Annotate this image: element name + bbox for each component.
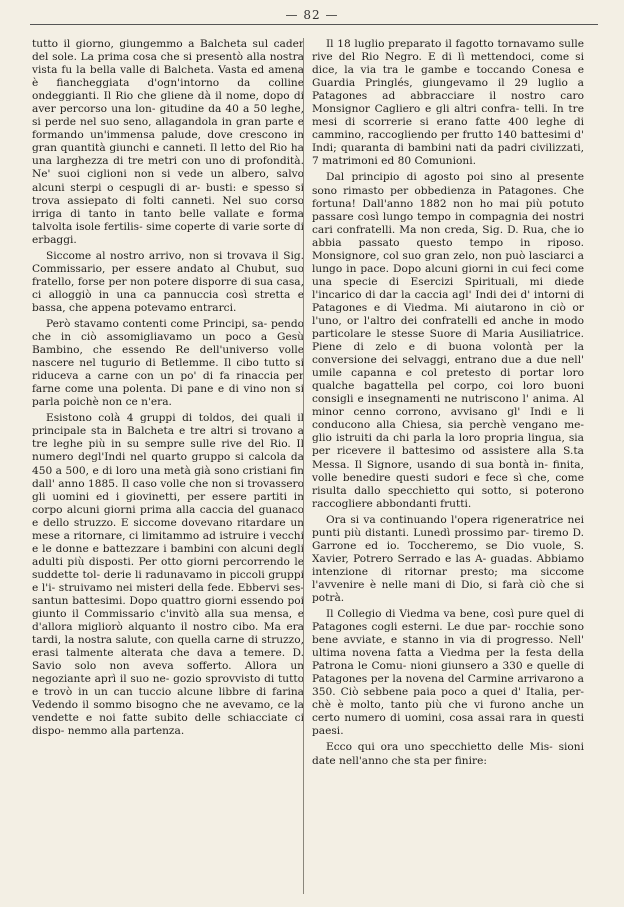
paragraph: Però stavamo contenti come Principi, sa- pendo che in ciò assomigliavamo un poco a Gesù Bambino, che essendo Re dell'universo volle nascere nel tugurio di Betlemme. Il cibo tutto si riduceva a carne con un po' di fa rinaccia per farne come una polenta. Di pane e di vino non si parla poichè non ce n'era. <box>32 317 304 409</box>
paragraph: Il 18 luglio preparato il fagotto tornavamo sulle rive del Rio Negro. E di lì mettendoci, come si dice, la via tra le gambe e toccando Conesa e Guardia Pringlés, giungevamo il 29 luglio a Patagones ad abbracciare il nostro caro Monsignor Cagliero e gli altri confra- telli. In tre mesi di scorrerie si erano fatte 400 leghe di cammino, raccogliendo per frutto 140 battesimi d' Indi; quaranta di bambini nati da padri civilizzati, 7 matrimoni ed 80 Comunioni. <box>312 38 584 168</box>
paragraph: Esistono colà 4 gruppi di toldos, dei quali il principale sta in Balcheta e tre altri si trovano a tre leghe più in su sempre sulle rive del Rio. Il numero degl'Indi nel quarto gruppo si calcola da 450 a 500, e di loro una metà già sono cristiani fin dall' anno 1885. Il caso volle che non si trovassero gli uomini ed i giovinetti, per essere partiti in corpo alcuni giorni prima alla caccia del guanaco e dello struzzo. E siccome dovevano ritardare un mese a ritornare, ci limitammo ad istruire i vecchi e le donne e battezzare i bambini con alcuni degli adulti più disposti. Per otto giorni percorrendo le suddette tol- derie li radunavamo in piccoli gruppi e l'i- struivamo nei misteri della fede. Ebbervi ses- santun battesimi. Dopo quattro giorni essendo poi giunto il Commissario c'invitò alla sua mensa, e d'allora migliorò alquanto il nostro cibo. Ma era tardi, la nostra salute, con quella carne di struzzo, erasi talmente alterata che dava a temere. D. Savio solo non aveva sofferto. Allora un negoziante aprì il suo ne- gozio sprovvisto di tutto e trovò in un can tuccio alcune libbre di farina Vedendo il sommo bisogno che ne avevamo, ce la vendette e noi fatte subito delle schiacciate ci dispo- nemmo alla partenza. <box>32 412 304 738</box>
paragraph: Dal principio di agosto poi sino al presente sono rimasto per obbedienza in Patagones. Che fortuna! Dall'anno 1882 non ho mai più potuto passare così lungo tempo in compagnia dei nostri cari confratelli. Ma non creda, Sig. D. Rua, che io abbia passato questo tempo in riposo. Monsignore, col suo gran zelo, non può lasciarci a lungo in pace. Dopo alcuni giorni in cui feci come una specie di Esercizi Spirituali, mi diede l'incarico di dar la caccia agl' Indi dei d' intorni di Patagones e di Viedma. Mi aiutarono in ciò or l'uno, or l'altro dei confratelli ed anche in modo particolare le stesse Suore di Maria Ausiliatrice. Piene di zelo e di buona volontà per la conversione dei selvaggi, entrano due a due nell' umile capanna e col pretesto di portar loro qualche bagattella pel corpo, coi loro buoni consigli e insegnamenti ne nutriscono l' anima. Al minor cenno corrono, avvisano gl' Indi e li conducono alla Chiesa, sia perchè vengano me- glio istruiti da chi parla la loro propria lingua, sia per ricevere il battesimo od assistere alla S.ta Messa. Il Signore, usando di sua bontà in- finita, volle benedire questi sudori e fece sì che, come risulta dallo specchietto qui sotto, si poterono raccogliere abbondanti frutti. <box>312 171 584 510</box>
paragraph: Ora si va continuando l'opera rigeneratrice nei punti più distanti. Lunedì prossimo par- tiremo D. Garrone ed io. Toccheremo, se Dio vuole, S. Xavier, Potrero Serrado e las A- guadas. Abbiamo intenzione di ritornar presto; ma siccome l'avvenire è nelle mani di Dio, si farà ciò che si potrà. <box>312 513 584 604</box>
paragraph: Ecco qui ora uno specchietto delle Mis- sioni date nell'anno che sta per finire: <box>312 741 584 767</box>
column-divider <box>303 38 304 894</box>
right-column <box>312 38 584 768</box>
header-rule <box>30 24 598 25</box>
paragraph: tutto il giorno, giungemmo a Balcheta sul cader del sole. La prima cosa che si presentò alla nostra vista fu la bella valle di Balcheta. Vasta ed amena è fiancheggiata d'ogn'intorno da colline ondeggianti. Il Rio che gliene dà il nome, dopo di aver percorso una lon- gitudine da 40 a 50 leghe, si perde nel suo seno, allagandola in gran parte e formando un'immensa palude, dove crescono in gran quantità giunchi e canneti. Il letto del Rio ha una larghezza di tre metri con uno di profondità. Ne' suoi ciglioni non si vede un albero, salvo alcuni sterpi o cespugli di ar- busti: e spesso si trova assiepato di folti canneti. Nel suo corso irriga di tanto in tanto belle vallate e forma talvolta isole fertilis- sime coperte di varie sorte di erbaggi. <box>32 38 304 246</box>
paragraph: Siccome al nostro arrivo, non si trovava il Sig. Commissario, per essere andato al Chubut, suo fratello, forse per non potere disporre di sua casa, ci alloggiò in una ca pannuccia così stretta e bassa, che appena potevamo entrarci. <box>32 249 304 314</box>
page-number: — 82 — <box>285 8 339 22</box>
left-column <box>32 38 304 738</box>
paragraph: Il Collegio di Viedma va bene, così pure quel di Patagones cogli esterni. Le due par- rocchie sono bene avviate, e stanno in via di progresso. Nell' ultima novena fatta a Viedma per la festa della Patrona le Comu- nioni giunsero a 330 e quelle di Patagones per la novena del Carmine arrivarono a 350. Ciò sebbene paia poco a quei d' Italia, per- chè è molto, tanto più che vi furono anche un certo numero di uomini, cosa assai rara in questi paesi. <box>312 608 584 738</box>
